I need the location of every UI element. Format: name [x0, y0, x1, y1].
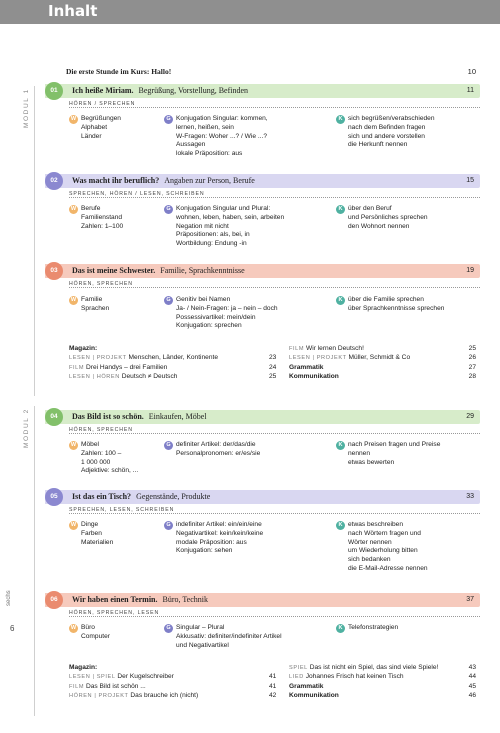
lesson-05-communication: K etwas beschreiben nach Wörtern fragen und Wörter nennen um Wiederholung bitten sich bedanken die E-Mail-Adresse nennen — [336, 521, 428, 574]
lesson-01-words: W Begrüßungen Alphabet Länder — [70, 115, 121, 140]
lesson-05-badge: 05 — [45, 488, 63, 506]
lesson-01-grammar: G Konjugation Singular: kommen, lernen, heißen, sein W-Fragen: Woher ...? / Wie ...? Aussagen lokale Präposition: aus — [164, 115, 268, 159]
lesson-05-skills: SPRECHEN, LESEN, SCHREIBEN — [69, 507, 175, 513]
grammar-icon: G — [164, 624, 173, 633]
lesson-06-communication: K Telefonstrategien — [336, 624, 398, 633]
lesson-01-communication: K sich begrüßen/verabschieden nach dem Befinden fragen sich und andere vorstellen die Herkunft nennen — [336, 115, 435, 150]
lesson-06-divider — [69, 616, 480, 617]
lesson-04-words: W Möbel Zahlen: 100 – 1 000 000 Adjektive: schön, ... — [70, 441, 139, 475]
lesson-03-skills: HÖREN, SPRECHEN — [69, 281, 133, 287]
lesson-01-subtitle: Begrüßung, Vorstellung, Befinden — [138, 86, 249, 95]
module-2-line — [34, 406, 35, 716]
grammar-icon: G — [164, 205, 173, 214]
lesson-04-divider — [69, 433, 480, 434]
lesson-04-page: 29 — [466, 413, 474, 420]
lesson-02-grammar: G Konjugation Singular und Plural: wohnen, leben, haben, sein, arbeiten Negation mit nicht Präpositionen: als, bei, in Wortbildung: Endung -in — [164, 205, 284, 249]
magazine-entry[interactable]: HÖREN | PROJEKT Das brauche ich (nicht) 42 Kommunikation 46 — [69, 691, 476, 699]
lesson-06-subtitle: Büro, Technik — [162, 595, 209, 604]
page-title: Inhalt — [48, 2, 98, 20]
lesson-05-words: W Dinge Farben Materialien — [70, 521, 114, 546]
lesson-02-subtitle: Angaben zur Person, Berufe — [164, 176, 255, 185]
lesson-06-page: 37 — [466, 596, 474, 603]
module-1-line — [34, 86, 35, 396]
magazine-entry[interactable]: FILM Das Bild ist schön ... 41 Grammatik 45 — [69, 682, 476, 690]
lesson-03-title: Das ist meine Schwester. — [72, 266, 156, 275]
lesson-02-page: 15 — [466, 177, 474, 184]
magazine-entry[interactable]: LESEN | SPIEL Der Kugelschreiber 41 LIED Johannes Frisch hat keinen Tisch 44 — [69, 673, 476, 681]
lesson-05[interactable] — [45, 490, 480, 513]
lesson-04-subtitle: Einkaufen, Möbel — [148, 412, 207, 421]
lesson-02-words: W Berufe Familienstand Zahlen: 1–100 — [70, 205, 124, 230]
communication-icon: K — [336, 115, 345, 124]
lesson-02-skills: SPRECHEN, HÖREN / LESEN, SCHREIBEN — [69, 191, 205, 197]
lesson-02-title: Was macht ihr beruflich? — [72, 176, 160, 185]
lesson-06[interactable] — [45, 593, 480, 616]
grammar-icon: G — [164, 296, 173, 305]
module-2-label: MODUL 2 — [23, 408, 30, 448]
lesson-06-band — [45, 593, 480, 607]
lesson-05-subtitle: Gegenstände, Produkte — [136, 492, 211, 501]
lesson-02-badge: 02 — [45, 172, 63, 190]
lesson-02-divider — [69, 197, 480, 198]
lesson-01-title: Ich heiße Miriam. — [72, 86, 134, 95]
first-lesson-title: Die erste Stunde im Kurs: Hallo! — [66, 67, 172, 76]
lesson-03-words: W Familie Sprachen — [70, 296, 110, 312]
lesson-05-grammar: G indefiniter Artikel: ein/ein/eine Negativartikel: kein/kein/keine modale Präposition: aus Konjugation: sehen — [164, 521, 263, 556]
grammar-icon: G — [164, 441, 173, 450]
lesson-01-skills: HÖREN / SPRECHEN — [69, 101, 136, 107]
page-word: sechs — [6, 590, 12, 606]
module-1-label: MODUL 1 — [23, 88, 30, 128]
lesson-04-communication: K nach Preisen fragen und Preise nennen etwas bewerten — [336, 441, 440, 467]
page-number: 6 — [10, 624, 15, 633]
lesson-04[interactable] — [45, 410, 480, 433]
lesson-02[interactable] — [45, 174, 480, 197]
lesson-05-title: Ist das ein Tisch? — [72, 492, 132, 501]
magazine-section-2: Magazin: SPIEL Das ist nicht ein Spiel, das sind viele Spiele! 43 LESEN | SPIEL Der Kugelschreiber 41 LIED Johannes Frisch hat keinen Tisch 44 FILM Das Bild ist schön ... 41 Grammatik 45 HÖREN | PROJEKT Das brauche ich (nicht) 42 Kommunikation 46 — [69, 664, 476, 699]
lesson-03-band — [45, 264, 480, 278]
magazine-heading: Magazin: — [69, 345, 98, 352]
lesson-05-band — [45, 490, 480, 504]
lesson-01-page: 11 — [466, 87, 474, 94]
words-icon: W — [70, 522, 77, 528]
lesson-06-words: W Büro Computer — [70, 624, 110, 640]
words-icon: W — [70, 442, 77, 448]
lesson-04-skills: HÖREN, SPRECHEN — [69, 427, 133, 433]
grammar-icon: G — [164, 521, 173, 530]
communication-icon: K — [336, 205, 345, 214]
lesson-04-title: Das Bild ist so schön. — [72, 412, 144, 421]
words-icon: W — [70, 206, 77, 212]
lesson-03[interactable] — [45, 264, 480, 287]
lesson-01[interactable] — [45, 84, 480, 107]
communication-icon: K — [336, 624, 345, 633]
lesson-03-divider — [69, 287, 480, 288]
lesson-03-communication: K über die Familie sprechen über Sprachkenntnisse sprechen — [336, 296, 444, 314]
lesson-03-subtitle: Familie, Sprachkenntnisse — [160, 266, 245, 275]
lesson-04-band — [45, 410, 480, 424]
lesson-02-band — [45, 174, 480, 188]
lesson-06-grammar: G Singular – Plural Akkusativ: definiter/indefiniter Artikel und Negativartikel — [164, 624, 282, 650]
communication-icon: K — [336, 521, 345, 530]
lesson-05-divider — [69, 513, 480, 514]
lesson-04-grammar: G definiter Artikel: der/das/die Personalpronomen: er/es/sie — [164, 441, 260, 459]
words-icon: W — [70, 297, 77, 303]
lesson-05-page: 33 — [466, 493, 474, 500]
lesson-06-title: Wir haben einen Termin. — [72, 595, 158, 604]
lesson-04-badge: 04 — [45, 408, 63, 426]
words-icon: W — [70, 625, 77, 631]
lesson-02-communication: K über den Beruf und Persönliches sprechen den Wohnort nennen — [336, 205, 428, 231]
first-lesson-page: 10 — [467, 67, 476, 76]
lesson-01-divider — [69, 107, 480, 108]
magazine-entry[interactable]: FILM Drei Handys – drei Familien 24 Grammatik 27 — [69, 363, 476, 371]
first-lesson-entry[interactable] — [66, 67, 476, 76]
lesson-06-skills: HÖREN, SPRECHEN, LESEN — [69, 610, 160, 616]
magazine-entry[interactable]: LESEN | HÖREN Deutsch ≠ Deutsch 25 Kommunikation 28 — [69, 372, 476, 380]
magazine-entry[interactable]: LESEN | PROJEKT Menschen, Länder, Kontinente 23 LESEN | PROJEKT Müller, Schmidt & Co 26 — [69, 354, 476, 362]
lesson-03-badge: 03 — [45, 262, 63, 280]
lesson-01-band — [45, 84, 480, 98]
grammar-icon: G — [164, 115, 173, 124]
magazine-section-1: Magazin: FILM Wir lernen Deutsch! 25 LESEN | PROJEKT Menschen, Länder, Kontinente 23 LESEN | PROJEKT Müller, Schmidt & Co 26 FILM Drei Handys – drei Familien 24 Grammatik 27 LESEN | HÖREN Deutsch ≠ Deutsch 25 Kommunikation 28 — [69, 345, 476, 380]
magazine-heading: Magazin: — [69, 664, 98, 671]
lesson-03-grammar: G Genitiv bei Namen Ja- / Nein-Fragen: ja – nein – doch Possessivartikel: mein/dein Konjugation: sprechen — [164, 296, 278, 331]
communication-icon: K — [336, 296, 345, 305]
lesson-06-badge: 06 — [45, 591, 63, 609]
communication-icon: K — [336, 441, 345, 450]
words-icon: W — [70, 116, 77, 122]
lesson-01-badge: 01 — [45, 82, 63, 100]
lesson-03-page: 19 — [466, 267, 474, 274]
